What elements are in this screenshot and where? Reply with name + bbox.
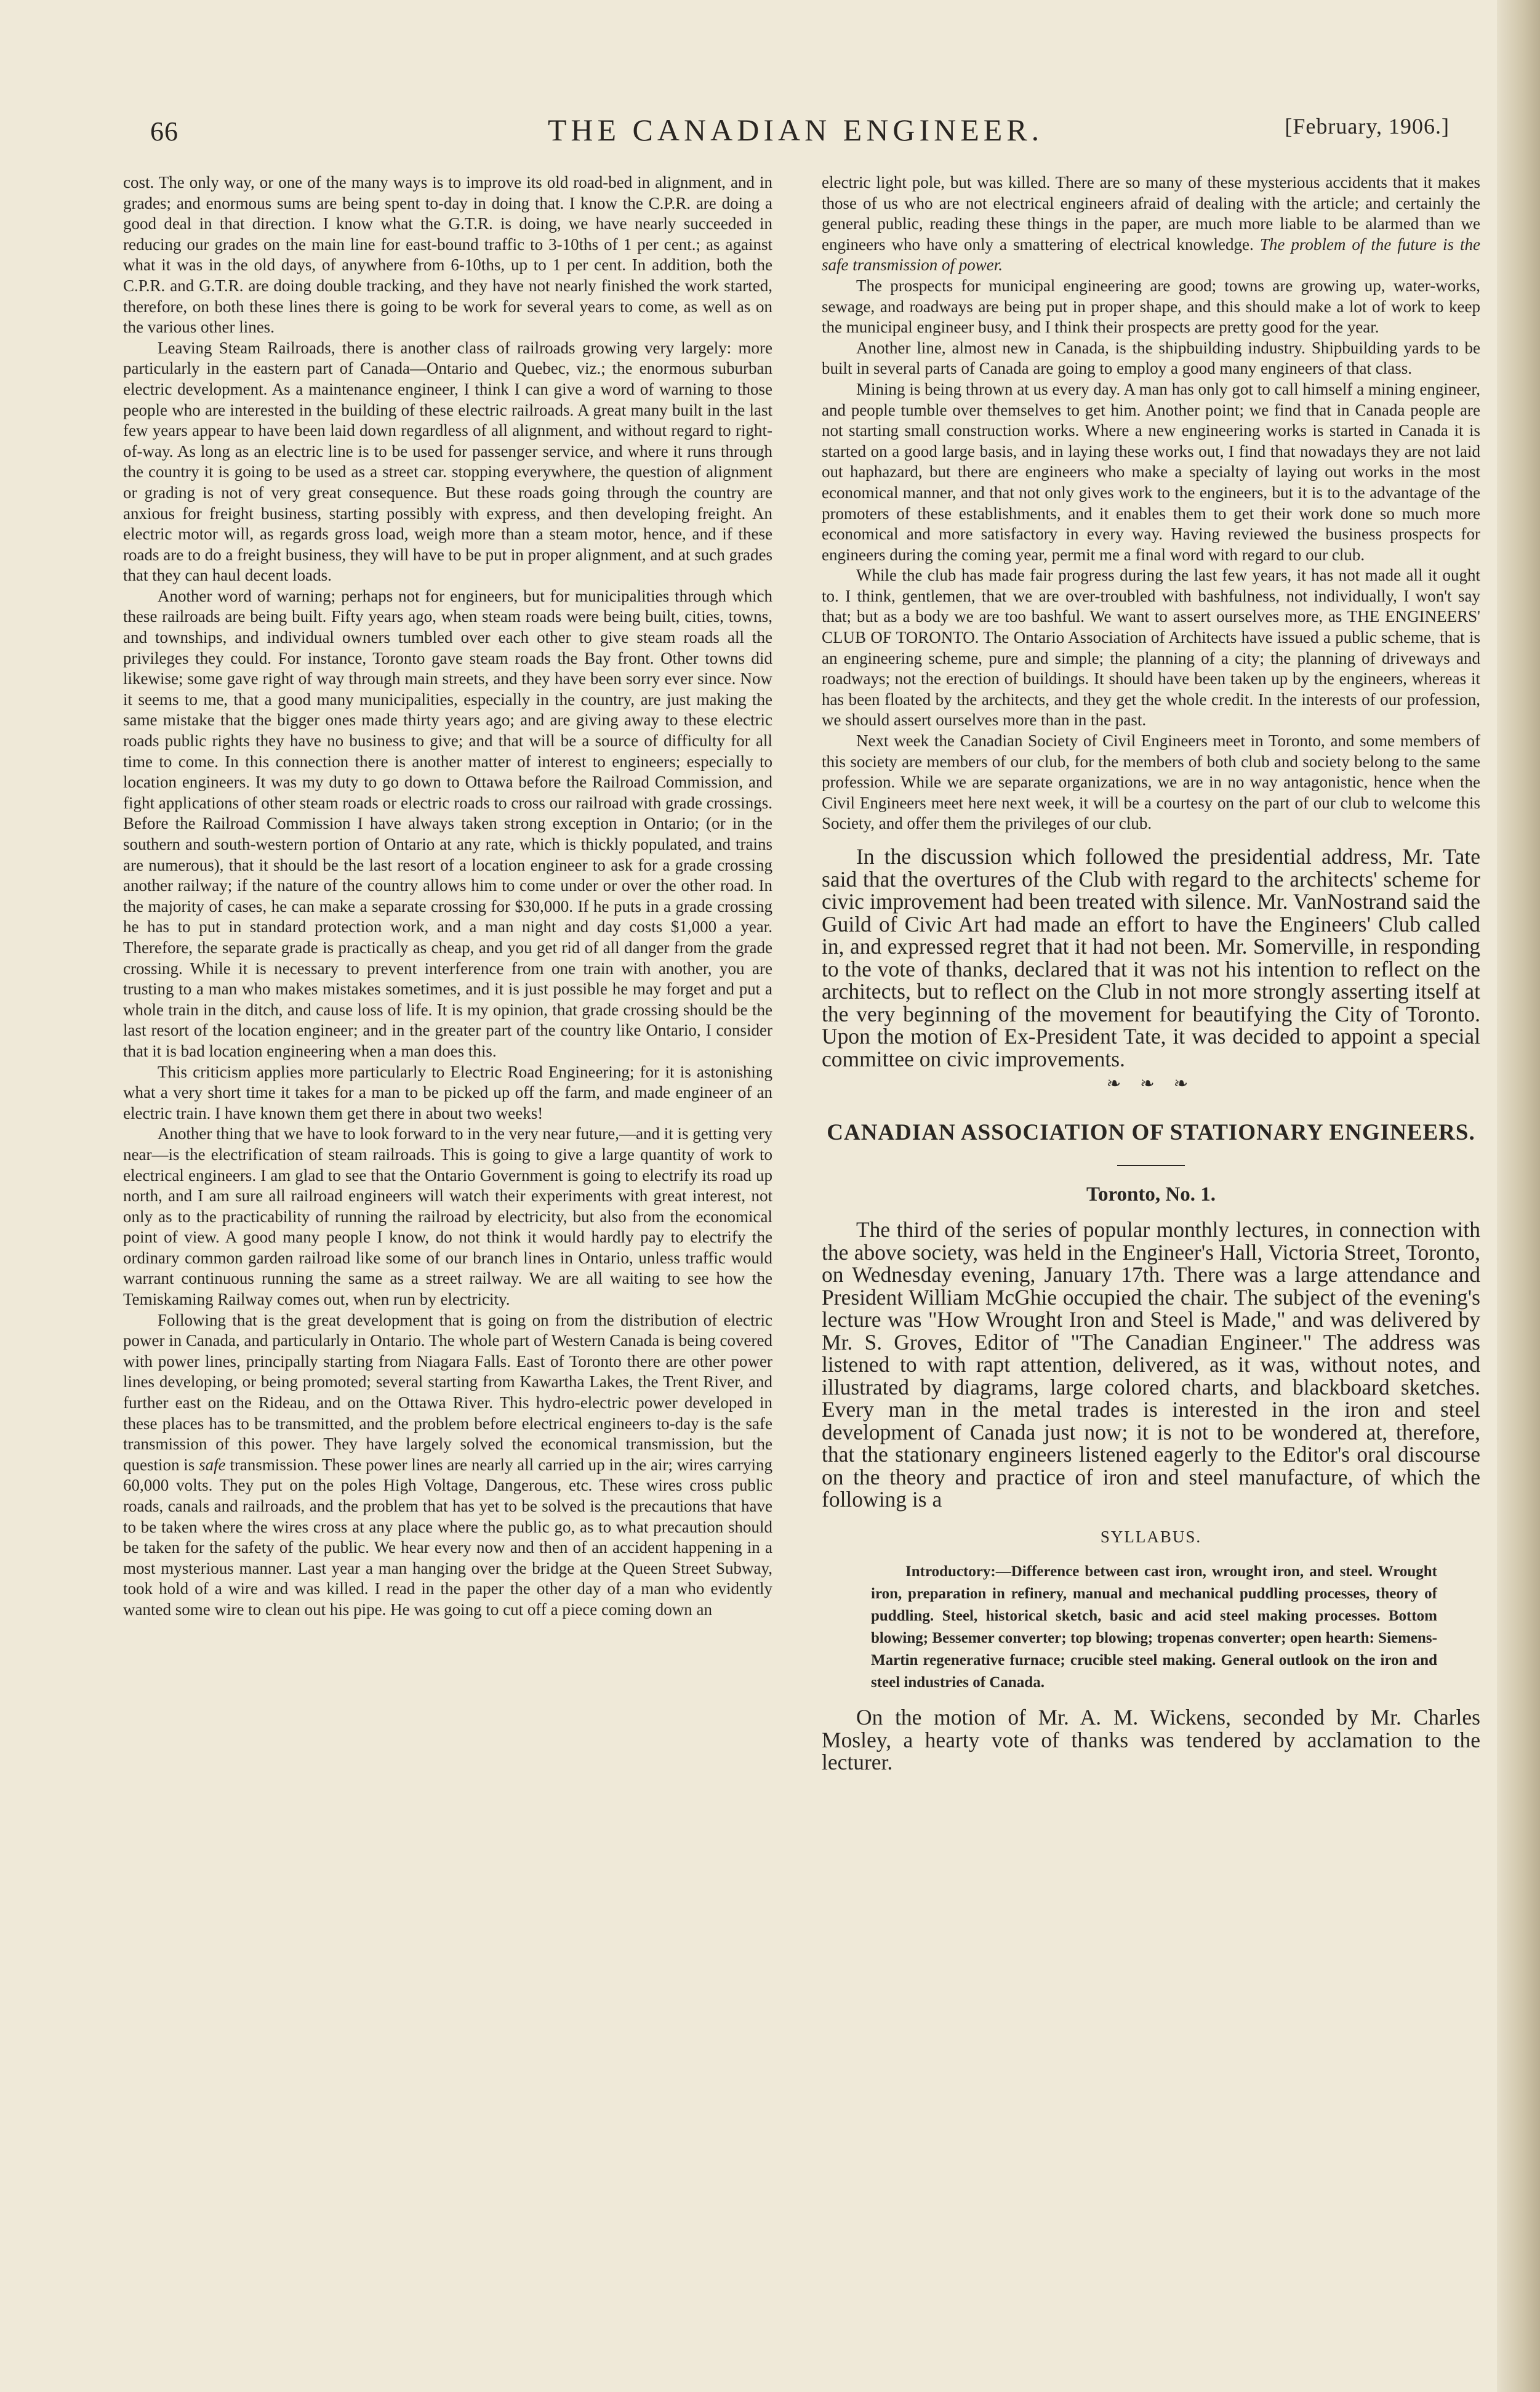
left-column: [123, 172, 772, 1621]
text-run: transmission. These power lines are nearly all carried up in the air; wires carrying 60,000 volts. They put on the poles High Voltage, Dangerous, etc. These wires cross public roads, canals and railroads, and the problem that has yet to be solved is the precautions that have to be taken where the wires cross at any place where the public go, as to what precaution should be taken for the safety of the public. We hear every now and then of an accident happening in a most mysterious manner. Last year a man hanging over the bridge at the Queen Street Subway, took hold of a wire and was killed. I read in the paper the other day of a man who evidently wanted some wire to clean out his pipe. He was going to cut off a piece coming down an: [123, 1455, 772, 1619]
paragraph: Leaving Steam Railroads, there is another class of railroads growing very largely: more particularly in the eastern part of Canada—Ontario and Quebec, viz.; the enormous suburban electric development. As a maintenance engineer, I think I can give a word of warning to those people who are interested in the building of these electric railroads. A great many built in the last few years appear to have been laid down regardless of all alignment, and without regard to right-of-way. As long as an electric line is to be used for passenger service, and where it runs through the country it is going to be used as a street car. stopping everywhere, the question of alignment or grading is not of very great consequence. But these roads going through the country are anxious for freight business, starting possibly with express, and then developing freight. An electric motor will, as regards gross load, weigh more than a steam motor, hence, and if these roads are to do a freight business, they will have to be put in proper alignment, and at such grades that they can haul decent loads.: [123, 338, 772, 585]
paragraph: Next week the Canadian Society of Civil Engineers meet in Toronto, and some members of this society are members of our club, for the members of both club and society belong to the same profession. While we are separate organizations, we are in no way antagonistic, hence when the Civil Engineers meet here next week, it will be a courtesy on the part of our club to welcome this Society, and offer them the privileges of our club.: [822, 731, 1480, 833]
discussion-paragraph: In the discussion which followed the presidential address, Mr. Tate said that the overtures of the Club with regard to the architects' scheme for civic improvement had been treated with silence. Mr. VanNostrand said the Guild of Civic Art had made an effort to have the Engineers' Club called in, and expressed regret that it had not been. Mr. Somerville, in responding to the vote of thanks, declared that it was not his intention to reflect on the architects, but to reflect on the Club in not more strongly asserting itself at the very beginning of the movement for beautifying the City of Toronto. Upon the motion of Ex-President Tate, it was decided to appoint a special committee on civic improvements.: [822, 844, 1480, 1071]
syllabus-label: SYLLABUS.: [1100, 1527, 1202, 1546]
text-run: The Ontario Association of Architects have issued a public scheme, that is an engineering scheme, pure and simple; the planning of a city; the planning of driveways and roadways; not the erection of buildings. It should have been taken up by the engineers, whereas it has been floated by the architects, and they get the whole credit. In the interests of our profession, we should assert ourselves more than in the past.: [822, 628, 1480, 730]
page-edge-shadow: [1497, 0, 1540, 2392]
section-ornament: ❧ ❧ ❧: [1106, 1074, 1196, 1093]
syllabus-text: [871, 1561, 1437, 1694]
issue-date: [February, 1906.]: [1285, 114, 1450, 139]
paragraph: Another word of warning; perhaps not for engineers, but for municipalities through which these railroads are being built. Fifty years ago, when steam roads were being built, cities, towns, and townships, and individual owners tumbled over each other to give steam roads all the privileges they could. For instance, Toronto gave steam roads the Bay front. Other towns did likewise; some gave right of way through main streets, and they have been sorry ever since. Now it seems to me, that a good many municipalities, especially in the country, are just making the same mistake that the bigger ones made thirty years ago; and are giving away to these electric roads public rights they have no business to give; and that will be a source of difficulty for all time to come. In this connection there is another matter of interest to engineers; especially to location engineers. It was my duty to go down to Ottawa before the Railroad Commission, and fight applications of other steam roads or electric roads to cross our railroad with grade crossings. Before the Railroad Commission I have always taken strong exception in Ontario; (or in the southern and south-western portion of Ontario at any rate, which is thickly populated, and trains are numerous), that it should be the last resort of a location engineer to ask for a grade crossing another railway; if the nature of the country allows him to come under or over the other road. In the majority of cases, he can make a separate crossing for $30,000. If he puts in a grade crossing he has to put in standard protection work, and a man night and day costs $1,000 a year. Therefore, the separate grade is practically as cheap, and you get rid of all danger from the grade crossing. While it is necessary to prevent interference from one train with another, you are trusting to a man who makes mistakes sometimes, and it is just possible he may forget and put a whole train in the ditch, and cause loss of life. It is my opinion, that grade crossing should be the last resort of the location engineer; and in the greater part of the country like Ontario, I consider that it is bad location engineering when a man does this.: [123, 586, 772, 1060]
section-title: CANADIAN ASSOCIATION OF STATIONARY ENGINEERS.: [827, 1119, 1475, 1145]
emphasis: safe: [199, 1455, 226, 1474]
syllabus-paragraph: Introductory:—Difference between cast iron, wrought iron, and steel. Wrought iron, preparation in refinery, manual and mechanical puddling processes, theory of puddling. Steel, historical sketch, basic and acid steel making processes. Bottom blowing; Bessemer converter; top blowing; tropenas converter; open hearth: Siemens-Martin regenerative furnace; crucible steel making. General outlook on the iron and steel industries of Canada.: [871, 1563, 1437, 1691]
paragraph: [123, 1310, 772, 1621]
paragraph: Mining is being thrown at us every day. A man has only got to call himself a mining engineer, and people tumble over themselves to get him. Another point; we find that in Canada people are not starting small construction works. Where a new engineering works is started in Canada it is started on a good large basis, and in laying these works out, I find that nowadays they are not laid out haphazard, but there are engineers who make a specialty of laying out works in the most economical manner, and that not only gives work to the engineers, but it is to the advantage of the promoters of these establishments, and it enables them to get their work done so much more economical and more satisfactory in every way. Having reviewed the business prospects for engineers during the coming year, permit me a final word with regard to our club.: [822, 379, 1480, 564]
paragraph: This criticism applies more particularly to Electric Road Engineering; for it is astonishing what a very short time it takes for a man to be picked up off the farm, and made engineer of an electric train. I have known them get there in about two weeks!: [123, 1062, 772, 1122]
paragraph: Another line, almost new in Canada, is the shipbuilding industry. Shipbuilding yards to be built in several parts of Canada are going to employ a good many engineers of that class.: [822, 338, 1480, 378]
page-number: 66: [150, 116, 178, 147]
paragraph: Another thing that we have to look forward to in the very near future,—and it is getting very near—is the electrification of steam railroads. This is going to give a large quantity of work to electrical engineers. I am glad to see that the Ontario Government is going to electrify its road up north, and I am sure all railroad engineers will watch their experiments with great interest, not only as to the practicability of running the railroad by electricity, but also from the economical point of view. A good many people I know, do not think it would hardly pay to electrify the ordinary common garden railroad like some of our branch lines in Ontario, unless traffic would warrant continuous running the same as a street railway. We are all waiting to see how the Temiskaming Railway comes out, when run by electricity.: [123, 1124, 772, 1309]
club-name: THE ENGINEERS' CLUB OF TORONTO.: [822, 607, 1481, 647]
paragraph: cost. The only way, or one of the many ways is to improve its old road-bed in alignment, and in grades; and enormous sums are being spent to-day in doing that. I know the C.P.R. are doing a good deal in that direction. I know what the G.T.R. is doing, we have nearly succeeded in reducing our grades on the main line for east-bound traffic to 3-10ths of 1 per cent.; as against what it was in the old days, of anywhere from 6-10ths, up to 1 per cent. In addition, both the C.P.R. and G.T.R. are doing double tracking, and they have not nearly finished the work started, therefore, on both these lines there is going to be work for several years to come, as well as on the various other lines.: [123, 173, 772, 337]
emphasis: The problem of the future is the safe transmission of power.: [822, 235, 1480, 275]
paragraph: The prospects for municipal engineering are good; towns are growing up, water-works, sewage, and roadways are being put in proper shape, and this should make a lot of work to keep the municipal engineer busy, and I think their prospects are pretty good for the year.: [822, 276, 1480, 337]
paragraph: [822, 172, 1480, 276]
paragraph: [822, 565, 1480, 731]
running-title: THE CANADIAN ENGINEER.: [547, 113, 1044, 147]
text-run: Following that is the great development that is going on from the distribution of electric power in Canada, and particularly in Ontario. The whole part of Western Canada is being covered with power lines, principally starting from Niagara Falls. East of Toronto there are other power lines developing, or being promoted; several starting from Kawartha Lakes, the Trent River, and further east on the Rideau, and on the Ottawa River. This hydro-electric power developed in these places has to be transmitted, and the problem before electrical engineers to-day is the safe transmission of this power. They have largely solved the economical transmission, but the question is: [123, 1310, 772, 1474]
heading-rule: [1117, 1165, 1185, 1166]
text-run: While the club has made fair progress during the last few years, it has not made all it ought to. I think, gentlemen, that we are over-troubled with bashfulness, not individually, I won't say that; but as a body we are too bashful. We want to assert ourselves more, as: [822, 566, 1480, 626]
closing-paragraph: On the motion of Mr. A. M. Wickens, seconded by Mr. Charles Mosley, a hearty vote of thanks was tendered by acclamation to the lecturer.: [822, 1705, 1480, 1775]
page-header: [142, 105, 1450, 154]
text-run: electric light pole, but was killed. There are so many of these mysterious accidents that it makes those of us who are not electrical engineers afraid of dealing with the article; and certainly the general public, reading these things in the paper, are much more liable to be alarmed than we engineers who have only a smattering of electrical knowledge.: [822, 173, 1480, 254]
lecture-paragraph: The third of the series of popular monthly lectures, in connection with the above society, was held in the Engineer's Hall, Victoria Street, Toronto, on Wednesday evening, January 17th. There was a large attendance and President William McGhie occupied the chair. The subject of the evening's lecture was "How Wrought Iron and Steel is Made," and was delivered by Mr. S. Groves, Editor of "The Canadian Engineer." The address was listened to with rapt attention, delivered, as it was, without notes, and illustrated by diagrams, large colored charts, and blackboard sketches. Every man in the metal trades is interested in the iron and steel development of Canada just now; it is not to be wondered at, therefore, that the stationary engineers listened eagerly to the Editor's oral discourse on the theory and practice of iron and steel manufacture, of which the following is a: [822, 1217, 1480, 1512]
right-column: [822, 172, 1480, 1774]
section-subheading: Toronto, No. 1.: [1086, 1183, 1216, 1206]
